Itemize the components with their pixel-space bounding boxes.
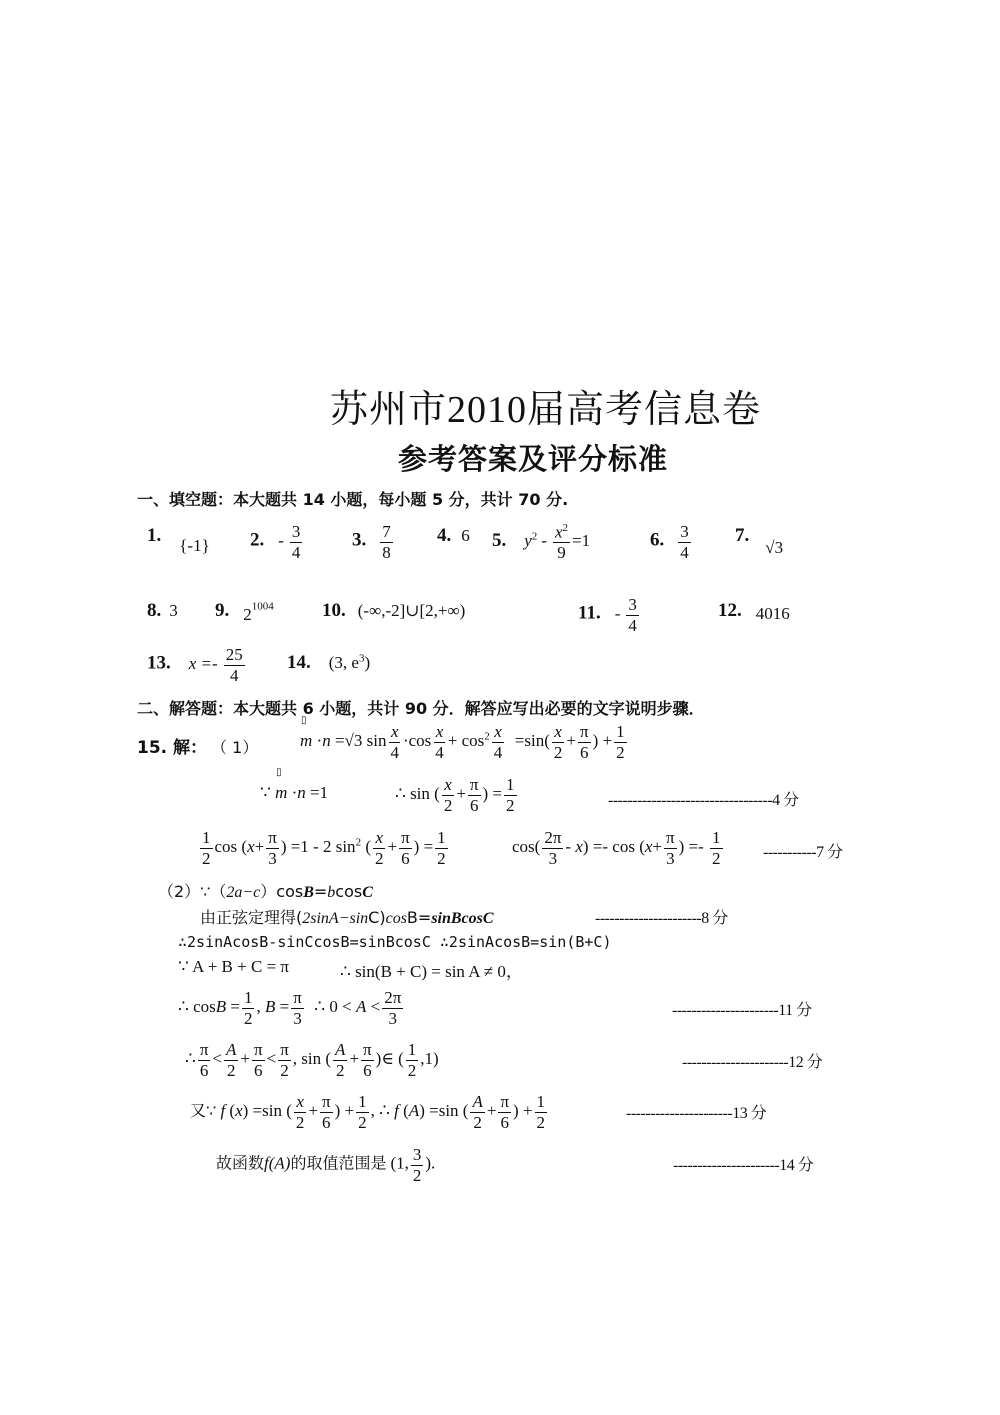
answer-value: 3: [169, 601, 178, 620]
answer-fraction: $\frac{25}{4}$: [225, 645, 243, 685]
question-number: 11.: [578, 602, 601, 624]
question-number: 9.: [215, 600, 230, 621]
answer-4: [437, 525, 470, 547]
q15-label-row: [137, 733, 258, 758]
answer-fraction: $\frac{7}{8}$: [382, 522, 391, 562]
part2-condition: （2）∵（2a−c）cosB=bcosC: [158, 882, 373, 901]
answer-11: [578, 595, 641, 635]
q15-line1: ▯ m ·n =√3 sin $\frac{x}{4}$ ·cos $\frac{x}{4}$ + $\cos^2$ $\frac{x}{4}$ =sin( $\frac{x}{2}$ + $\frac{\pi}{6}$ ) + $\frac{1}{2}$: [300, 722, 629, 762]
part2-line7: 又∵ f (x) =sin ( $\frac{x}{2}$ + $\frac{\pi}{6}$ ) + $\frac{1}{2}$ , ∴ f (A) =sin ( $\frac{A}{2}$ + $\frac{\pi}{6}$ ) + $\frac{1}{2}$: [190, 1092, 546, 1132]
score-8: ----------------------8 分: [595, 910, 728, 927]
part2-conclusion: 故函数f(A)的取值范围是 (1, $\frac{3}{2}$ ).: [216, 1145, 436, 1185]
answer-value: (-∞,-2]∪[2,+∞): [357, 601, 466, 620]
answer-9: [215, 600, 274, 622]
q15-label: 15. 解：: [137, 738, 208, 758]
question-number: 1.: [147, 525, 162, 546]
answer-value: 6: [461, 526, 470, 545]
question-number: 13.: [147, 652, 171, 674]
answer-value: {-1}: [179, 536, 210, 555]
answer-fraction: $\frac{3}{4}$: [628, 595, 637, 635]
answer-fraction: $\frac{3}{4}$: [291, 522, 301, 562]
answer-sign: -: [278, 530, 284, 550]
question-number: 8.: [147, 600, 162, 621]
answer-5: 5. $y^2$ - $\frac{x^2}{9}$ =1: [492, 522, 591, 563]
answer-lhs: x =-: [188, 653, 218, 673]
section2-heading: 二、解答题：本大题共 6 小题，共计 90 分．解答应写出必要的文字说明步骤．: [137, 699, 705, 718]
answer-lhs: y: [524, 531, 532, 551]
question-number: 12.: [718, 600, 742, 621]
part2-sine-rule: 由正弦定理得(2sinA−sinC)cosB=sinBcosC: [200, 908, 494, 927]
part2-line6: ∴ $\frac{\pi}{6}$ < $\frac{A}{2}$ + $\frac{\pi}{6}$ < $\frac{\pi}{2}$ , sin ( $\frac{A}{2}$ + $\frac{\pi}{6}$ )∈ ( $\frac{1}{2}$ ,1): [185, 1040, 439, 1080]
part2-line4a: ∵ A + B + C = π: [178, 957, 289, 976]
part2-line5: ∴ cosB = $\frac{1}{2}$ , B = $\frac{\pi}{3}$ ∴ 0 < A < $\frac{2\pi}{3}$: [178, 988, 402, 1028]
answer-8: [147, 600, 178, 622]
section1-heading: 一、填空题：本大题共 14 小题，每小题 5 分，共计 70 分.: [137, 490, 569, 509]
answer-6: [650, 522, 693, 562]
answer-12: [718, 600, 790, 622]
part1-label: （ 1）: [211, 738, 259, 757]
answer-2: [250, 522, 304, 562]
question-number: 5.: [492, 530, 507, 552]
question-number: 7.: [735, 525, 750, 546]
score-12: ----------------------12 分: [682, 1054, 823, 1071]
answer-1: [147, 525, 210, 555]
score-13: ----------------------13 分: [626, 1105, 767, 1122]
part2-line3: ∴2sinAcosB-sinCcosB=sinBcosC ∴2sinAcosB=sin(B+C): [178, 933, 612, 951]
answer-fraction: $\frac{x^2}{9}$: [554, 522, 569, 563]
answer-value: 4016: [755, 604, 790, 623]
question-number: 10.: [322, 600, 346, 621]
answer-3: [352, 522, 395, 562]
q15-line3a: $\frac{1}{2}$ cos (x+ $\frac{\pi}{3}$ ) =1 - 2 $\sin^2$ ( $\frac{x}{2}$ + $\frac{\pi}{6}$ ) = $\frac{1}{2}$: [202, 828, 446, 868]
score-4: ----------------------------------4 分: [608, 792, 799, 809]
question-number: 6.: [650, 529, 665, 551]
answer-7: [735, 525, 784, 557]
question-number: 3.: [352, 529, 367, 551]
vector-m: ▯ m: [300, 731, 312, 751]
question-number: 4.: [437, 525, 452, 546]
score-14: ----------------------14 分: [673, 1157, 814, 1174]
answer-fraction: $\frac{3}{4}$: [680, 522, 689, 562]
answer-value: √3: [765, 538, 784, 557]
part2-line4b: ∴ sin(B + C) = sin A ≠ 0，: [340, 962, 523, 981]
question-number: 2.: [250, 529, 265, 551]
answer-pre: (3, e: [328, 653, 359, 672]
answer-exponent: 1004: [251, 600, 274, 613]
answer-13: [147, 645, 247, 685]
score-11: ----------------------11 分: [672, 1002, 812, 1019]
document-subtitle: 参考答案及评分标准: [398, 442, 669, 476]
q15-line3b: cos( $\frac{2\pi}{3}$ - x) =- cos (x+ $\frac{\pi}{3}$ ) =- $\frac{1}{2}$: [512, 828, 721, 868]
question-number: 14.: [287, 652, 311, 673]
document-title: 苏州市2010届高考信息卷: [330, 389, 762, 431]
q15-line2a: ∵ ▯ m ·n =1: [260, 783, 328, 803]
answer-base: 2: [243, 605, 252, 624]
answer-10: [322, 600, 465, 622]
answer-14: 14. (3, $e^3$): [287, 652, 371, 673]
answer-sign: -: [614, 603, 621, 623]
score-7: -----------7 分: [763, 844, 843, 861]
q15-line2b: ∴ sin ( $\frac{x}{2}$ + $\frac{\pi}{6}$ ) = $\frac{1}{2}$: [395, 775, 515, 815]
